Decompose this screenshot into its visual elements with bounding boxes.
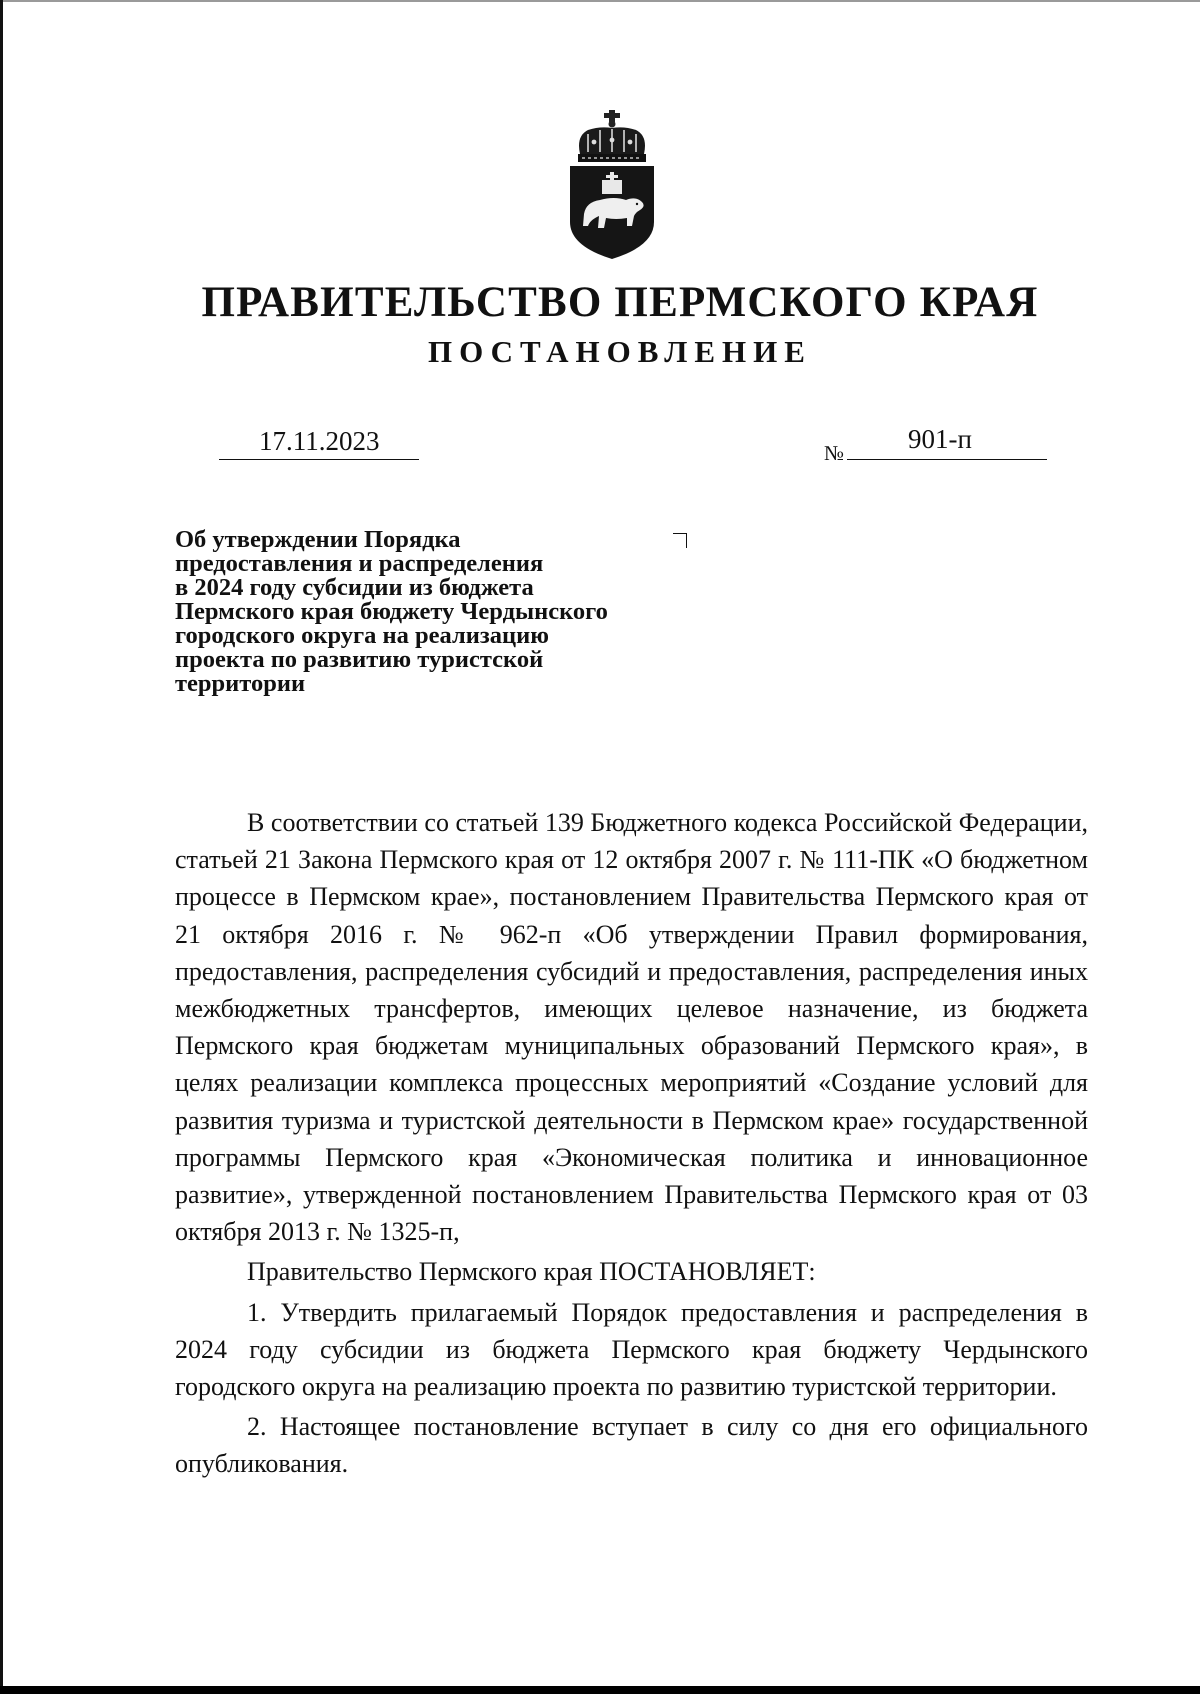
- body-paragraph-item-1: 1. Утвердить прилагаемый Порядок предоставления и распределения в 2024 году субсидии из бюджета Пермского края бюджету Чердынского городского округа на реализацию проекта по развитию туристской территории.: [175, 1297, 1088, 1402]
- body-paragraph-preamble: В соответствии со статьей 139 Бюджетного кодекса Российской Федерации, статьей 21 Закона Пермского края от 12 октября 2007 г. № 111-ПК «О бюджетном процессе в Пермском крае», постановлением Правительства Пермского края от 21 октября 2016 г. № 962-п «Об утверждении Правил формирования, предоставления, распределения субсидий и предоставления, распределения иных межбюджетных трансфертов, имеющих целевое назначение, из бюджета Пермского края бюджетам муниципальных образований Пермского края», в целях реализации комплекса процессных мероприятий «Создание условий для развития туризма и туристской деятельности в Пермском крае» государственной программы Пермского края «Экономическая политика и инновационное развитие», утвержденной постановлением Правительства Пермского края от 03 октября 2013 г. № 1325-п,: [175, 808, 1088, 1247]
- scan-edge-left: [0, 0, 3, 1690]
- subject-line: предоставления и распределения: [175, 550, 544, 577]
- date-underline: [219, 459, 419, 460]
- document-date: 17.11.2023: [259, 426, 380, 456]
- subject-line: территории: [175, 670, 306, 697]
- document-body: [175, 804, 1088, 1483]
- subject-corner-mark: [673, 533, 687, 548]
- subject-line: проекта по развитию туристской: [175, 646, 544, 673]
- scan-edge-bottom: [0, 1686, 1200, 1694]
- document-subject: [175, 528, 695, 696]
- subject-line: Пермского края бюджету Чердынского: [175, 598, 608, 625]
- scan-edge-top: [0, 0, 1200, 2]
- number-underline: [847, 459, 1047, 460]
- subject-line: городского округа на реализацию: [175, 622, 549, 649]
- perm-krai-coat-of-arms-icon: [566, 110, 658, 260]
- subject-line: в 2024 году субсидии из бюджета: [175, 574, 534, 601]
- document-type: ПОСТАНОВЛЕНИЕ: [428, 334, 812, 369]
- document-number: 901-п: [908, 424, 972, 454]
- body-paragraph-item-2: 2. Настоящее постановление вступает в силу со дня его официального опубликования.: [175, 1412, 1088, 1479]
- number-sign: №: [824, 441, 845, 465]
- government-title: ПРАВИТЕЛЬСТВО ПЕРМСКОГО КРАЯ: [201, 279, 1039, 326]
- body-paragraph-resolves: Правительство Пермского края ПОСТАНОВЛЯЕТ:: [247, 1257, 816, 1287]
- subject-line: Об утверждении Порядка: [175, 526, 461, 553]
